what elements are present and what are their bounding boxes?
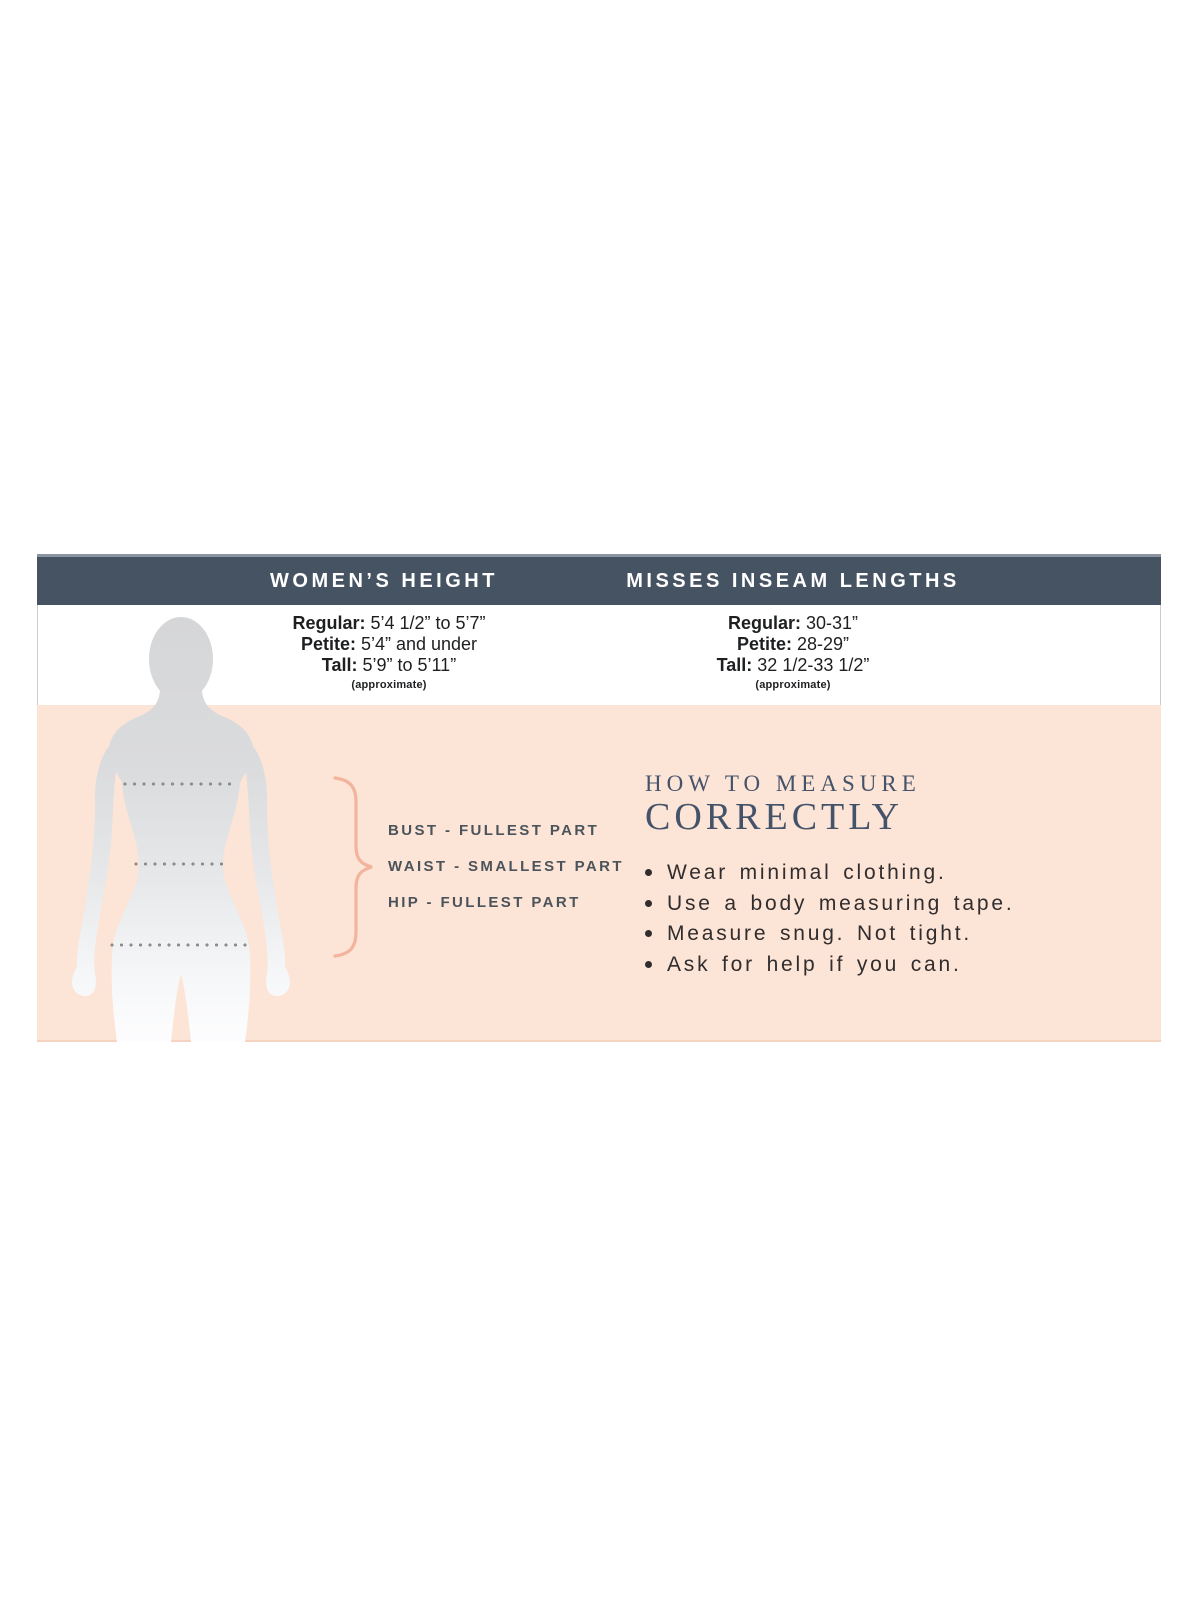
how-to-measure-heading <box>645 770 921 836</box>
misses-inseam-info <box>717 613 870 691</box>
womens-height-info <box>292 613 485 691</box>
heading-line-1: HOW TO MEASURE <box>645 771 921 796</box>
heading-line-2: CORRECTLY <box>645 796 904 838</box>
waist-dotted-line <box>134 862 228 866</box>
woman-silhouette-image <box>60 615 302 1042</box>
waist-label: WAIST - SMALLEST PART <box>388 858 624 875</box>
silhouette-shapes <box>72 617 290 1042</box>
tip-item: Measure snug. Not tight. <box>645 919 1014 950</box>
height-row-tall: Tall: 5’9” to 5’11” <box>321 655 457 675</box>
tip-item: Use a body measuring tape. <box>645 889 1014 920</box>
table-header-bar <box>37 554 1161 605</box>
tip-item: Wear minimal clothing. <box>645 858 1014 889</box>
womens-height-header: WOMEN’S HEIGHT <box>270 570 498 592</box>
height-row-regular: Regular: 5’4 1/2” to 5’7” <box>292 613 486 633</box>
misses-inseam-header: MISSES INSEAM LENGTHS <box>626 570 960 592</box>
bust-dotted-line <box>123 782 235 786</box>
height-approximate-note: (approximate) <box>351 679 427 691</box>
hip-label: HIP - FULLEST PART <box>388 894 581 911</box>
inseam-row-petite: Petite: 28-29” <box>736 634 850 654</box>
inseam-row-regular: Regular: 30-31” <box>727 613 859 633</box>
inseam-row-tall: Tall: 32 1/2-33 1/2” <box>716 655 870 675</box>
measuring-tips-list <box>645 858 1014 981</box>
inseam-approximate-note: (approximate) <box>755 679 831 691</box>
hip-dotted-line <box>110 943 250 947</box>
curly-brace-icon <box>325 772 385 962</box>
tip-item: Ask for help if you can. <box>645 950 1014 981</box>
height-row-petite: Petite: 5’4” and under <box>300 634 478 654</box>
bust-label: BUST - FULLEST PART <box>388 822 600 839</box>
measure-labels <box>388 813 624 921</box>
